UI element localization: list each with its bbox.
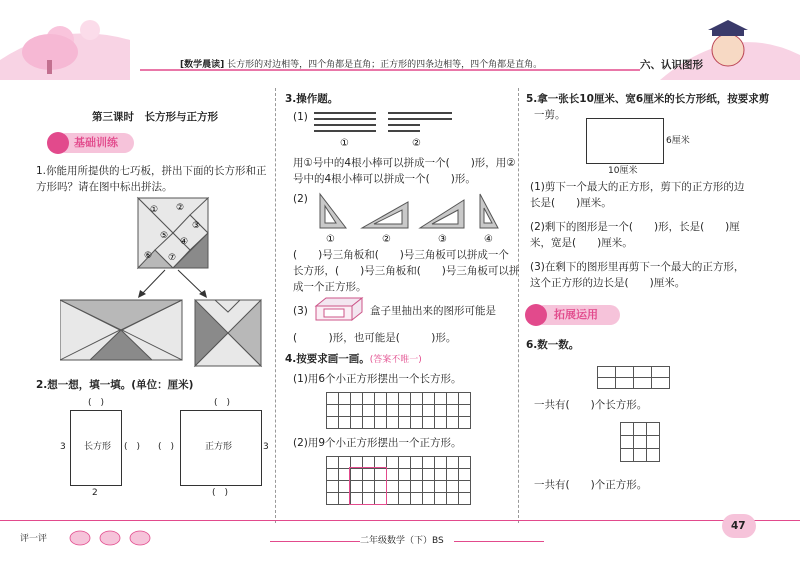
rect-label: 长方形 <box>84 442 112 452</box>
grid-cell <box>387 393 399 405</box>
grid-cell <box>459 417 471 429</box>
grid-cell <box>447 417 459 429</box>
grid-cell <box>411 417 423 429</box>
square-label: 正方形 <box>205 442 233 452</box>
column-divider <box>275 88 276 523</box>
count-grid-rectangles <box>597 366 670 389</box>
unit-title: 六、认识图形 <box>640 59 703 71</box>
grid-cell <box>634 449 647 462</box>
grid-cell <box>375 393 387 405</box>
grid-cell <box>423 493 435 505</box>
grid-cell <box>339 405 351 417</box>
q3-p2-line2: 长方形，( )号三角板和( )号三角板可以拼 <box>293 265 520 277</box>
q6-answer-1: 一共有( )个长方形。 <box>534 399 648 411</box>
stick-bundles <box>312 110 462 150</box>
grid-cell <box>339 393 351 405</box>
grid-cell <box>399 417 411 429</box>
grid-cell <box>621 436 634 449</box>
grid-cell <box>363 393 375 405</box>
q5-p1-line2: 长是( )厘米。 <box>530 197 612 209</box>
grid-paper-2 <box>326 456 471 505</box>
grid-cell <box>399 457 411 469</box>
q4-heading <box>285 352 422 367</box>
grid-cell <box>459 457 471 469</box>
grid-cell <box>423 393 435 405</box>
grid-cell <box>411 457 423 469</box>
rect-top-blank: ( ) <box>88 398 105 408</box>
bundle-label-2: ② <box>412 138 421 149</box>
q3-title: 3.操作题。 <box>285 93 339 105</box>
grid-cell <box>399 393 411 405</box>
lesson-title: 第三课时 长方形与正方形 <box>92 111 218 123</box>
grid-cell <box>447 481 459 493</box>
grid-cell <box>327 469 339 481</box>
square-right-value: 3 <box>263 442 269 452</box>
triangle-label-4: ④ <box>484 234 493 244</box>
triangle-label-2: ② <box>382 234 391 244</box>
grid-cell <box>387 457 399 469</box>
grid-cell <box>598 367 616 378</box>
grid-cell <box>423 457 435 469</box>
section-basic-label: 基础训练 <box>74 136 118 149</box>
square-bottom-blank: ( ) <box>212 488 229 498</box>
q3-p1-line2: 号中的4根小棒可以拼成一个( )形。 <box>293 173 476 185</box>
grid-cell <box>621 423 634 436</box>
grid-cell <box>327 417 339 429</box>
grid-cell <box>423 405 435 417</box>
q3-p3-line2: ( )形，也可能是( )形。 <box>293 332 457 344</box>
grid-cell <box>634 436 647 449</box>
column-divider <box>518 88 519 523</box>
grid-cell <box>459 405 471 417</box>
grid-cell <box>387 481 399 493</box>
q4-title: 4.按要求画一画。 <box>285 353 370 365</box>
q1-line2: 方形吗？请在图中标出拼法。 <box>36 181 173 193</box>
q4-note: (答案不唯一) <box>369 355 422 365</box>
footer-line <box>0 520 800 521</box>
grid-cell <box>339 417 351 429</box>
grid-cell <box>447 393 459 405</box>
grid-cell <box>616 367 634 378</box>
q3-p3-line1: 盒子里抽出来的图形可能是 <box>370 305 496 317</box>
grid-cell <box>435 457 447 469</box>
grid-cell <box>435 469 447 481</box>
q4-p1: (1)用6个小正方形摆出一个长方形。 <box>293 373 462 385</box>
grid-cell <box>327 457 339 469</box>
q5-p2-line1: (2)剩下的图形是一个( )形，长是( )厘 <box>530 221 740 233</box>
grid-cell <box>447 493 459 505</box>
grid-cell <box>411 481 423 493</box>
grid-cell <box>435 481 447 493</box>
grid-cell <box>435 417 447 429</box>
square-top-blank: ( ) <box>214 398 231 408</box>
width-label: 10厘米 <box>608 166 638 176</box>
q5-p3-line1: (3)在剩下的图形里再剪下一个最大的正方形， <box>530 261 745 273</box>
grid-cell <box>647 436 660 449</box>
footer-deco-right <box>454 541 544 542</box>
footer-book-title: 二年级数学（下）BS <box>360 536 444 546</box>
grid-cell <box>387 469 399 481</box>
q4-p2: (2)用9个小正方形摆出一个正方形。 <box>293 437 462 449</box>
q3-p2-line3: 成一个正方形。 <box>293 281 367 293</box>
grid-cell <box>351 393 363 405</box>
q3-p2-line1: ( )号三角板和( )号三角板可以拼成一个 <box>293 249 509 261</box>
grid-cell <box>399 481 411 493</box>
q6-title: 6.数一数。 <box>526 339 580 351</box>
grid-cell <box>435 405 447 417</box>
grid-cell <box>459 481 471 493</box>
box-drawer-icon <box>312 296 368 324</box>
piece-3: ③ <box>192 221 201 231</box>
grid-cell <box>447 469 459 481</box>
footer-evaluate: 评一评 <box>20 534 48 544</box>
q3-p1-label: (1) <box>293 111 308 123</box>
grid-cell <box>459 469 471 481</box>
q5-p1-line1: (1)剪下一个最大的正方形，剪下的正方形的边 <box>530 181 745 193</box>
tip-text: 长方形的对边相等，四个角都是直角；正方形的四条边相等，四个角都是直角。 <box>227 60 543 70</box>
grid-cell <box>447 457 459 469</box>
grid-cell <box>399 469 411 481</box>
height-label: 6厘米 <box>666 136 690 146</box>
piece-1: ① <box>150 205 159 215</box>
grid-cell <box>327 393 339 405</box>
grid-cell <box>327 493 339 505</box>
rect-right-blank: ( ) <box>124 442 141 452</box>
grid-cell <box>435 493 447 505</box>
triangle-label-3: ③ <box>438 234 447 244</box>
grid-cell <box>621 449 634 462</box>
section-extend-banner <box>524 302 624 328</box>
q2-title: 2.想一想，填一填。(单位：厘米) <box>36 379 194 391</box>
grid-cell <box>411 469 423 481</box>
q3-p3-label: (3) <box>293 305 308 317</box>
square-left-blank: ( ) <box>158 442 175 452</box>
grid-cell <box>375 417 387 429</box>
grid-cell <box>423 417 435 429</box>
piece-4: ④ <box>180 237 189 247</box>
drawn-square-outline <box>349 467 387 505</box>
grid-cell <box>387 417 399 429</box>
grid-cell <box>351 417 363 429</box>
q1-line1: 1.你能用所提供的七巧板，拼出下面的长方形和正 <box>36 165 267 177</box>
piece-5: ⑤ <box>160 231 169 241</box>
count-grid-squares <box>620 422 660 462</box>
grid-cell <box>423 469 435 481</box>
tangram-figures <box>60 196 270 371</box>
grid-cell <box>647 423 660 436</box>
rect-left-value: 3 <box>60 442 66 452</box>
grid-cell <box>411 405 423 417</box>
triangle-label-1: ① <box>326 234 335 244</box>
grid-cell <box>375 405 387 417</box>
grid-cell <box>652 378 670 389</box>
grid-cell <box>459 393 471 405</box>
grid-cell <box>411 493 423 505</box>
grid-cell <box>411 393 423 405</box>
grid-cell <box>327 405 339 417</box>
grid-cell <box>363 405 375 417</box>
stick-bundle-1 <box>314 113 376 131</box>
page-number: 47 <box>731 520 746 532</box>
piece-2: ② <box>176 203 185 213</box>
rect-bottom-value: 2 <box>92 488 98 498</box>
grid-cell <box>399 493 411 505</box>
tree-illustration <box>20 30 80 79</box>
grid-cell <box>447 405 459 417</box>
mascot-icon <box>700 20 760 79</box>
rating-faces <box>66 528 156 548</box>
grid-cell <box>634 367 652 378</box>
footer-deco-left <box>270 541 360 542</box>
q3-p2-label: (2) <box>293 193 308 205</box>
q5-p3-line2: 这个正方形的边长是( )厘米。 <box>530 277 686 289</box>
section-basic-banner <box>46 130 136 156</box>
grid-cell <box>387 405 399 417</box>
piece-6: ⑥ <box>144 251 153 261</box>
q5-line1: 5.拿一张长10厘米、宽6厘米的长方形纸，按要求剪 <box>526 93 770 105</box>
grid-cell <box>459 493 471 505</box>
piece-7: ⑦ <box>168 253 177 263</box>
triangle-rulers <box>312 192 512 244</box>
section-extend-label: 拓展运用 <box>554 308 598 321</box>
grid-cell <box>647 449 660 462</box>
q5-line2: 一剪。 <box>534 109 566 121</box>
stick-bundle-2 <box>388 113 452 131</box>
grid-cell <box>652 367 670 378</box>
morning-reading-tip <box>180 58 542 72</box>
grid-cell <box>387 493 399 505</box>
q5-p2-line2: 米，宽是( )厘米。 <box>530 237 633 249</box>
grid-paper-1 <box>326 392 471 429</box>
tangram-square-2 <box>195 300 261 366</box>
grid-cell <box>363 417 375 429</box>
grid-cell <box>634 378 652 389</box>
paper-rectangle <box>586 118 664 164</box>
grid-cell <box>423 481 435 493</box>
q6-answer-2: 一共有( )个正方形。 <box>534 479 648 491</box>
grid-cell <box>435 393 447 405</box>
grid-cell <box>616 378 634 389</box>
tip-tag: [数学晨读] <box>180 60 225 70</box>
q3-p1-line1: 用①号中的4根小棒可以拼成一个( )形，用② <box>293 157 516 169</box>
grid-cell <box>634 423 647 436</box>
tangram-rectangle <box>60 300 182 360</box>
grid-cell <box>327 481 339 493</box>
grid-cell <box>598 378 616 389</box>
grid-cell <box>399 405 411 417</box>
grid-cell <box>351 405 363 417</box>
bundle-label-1: ① <box>340 138 349 149</box>
